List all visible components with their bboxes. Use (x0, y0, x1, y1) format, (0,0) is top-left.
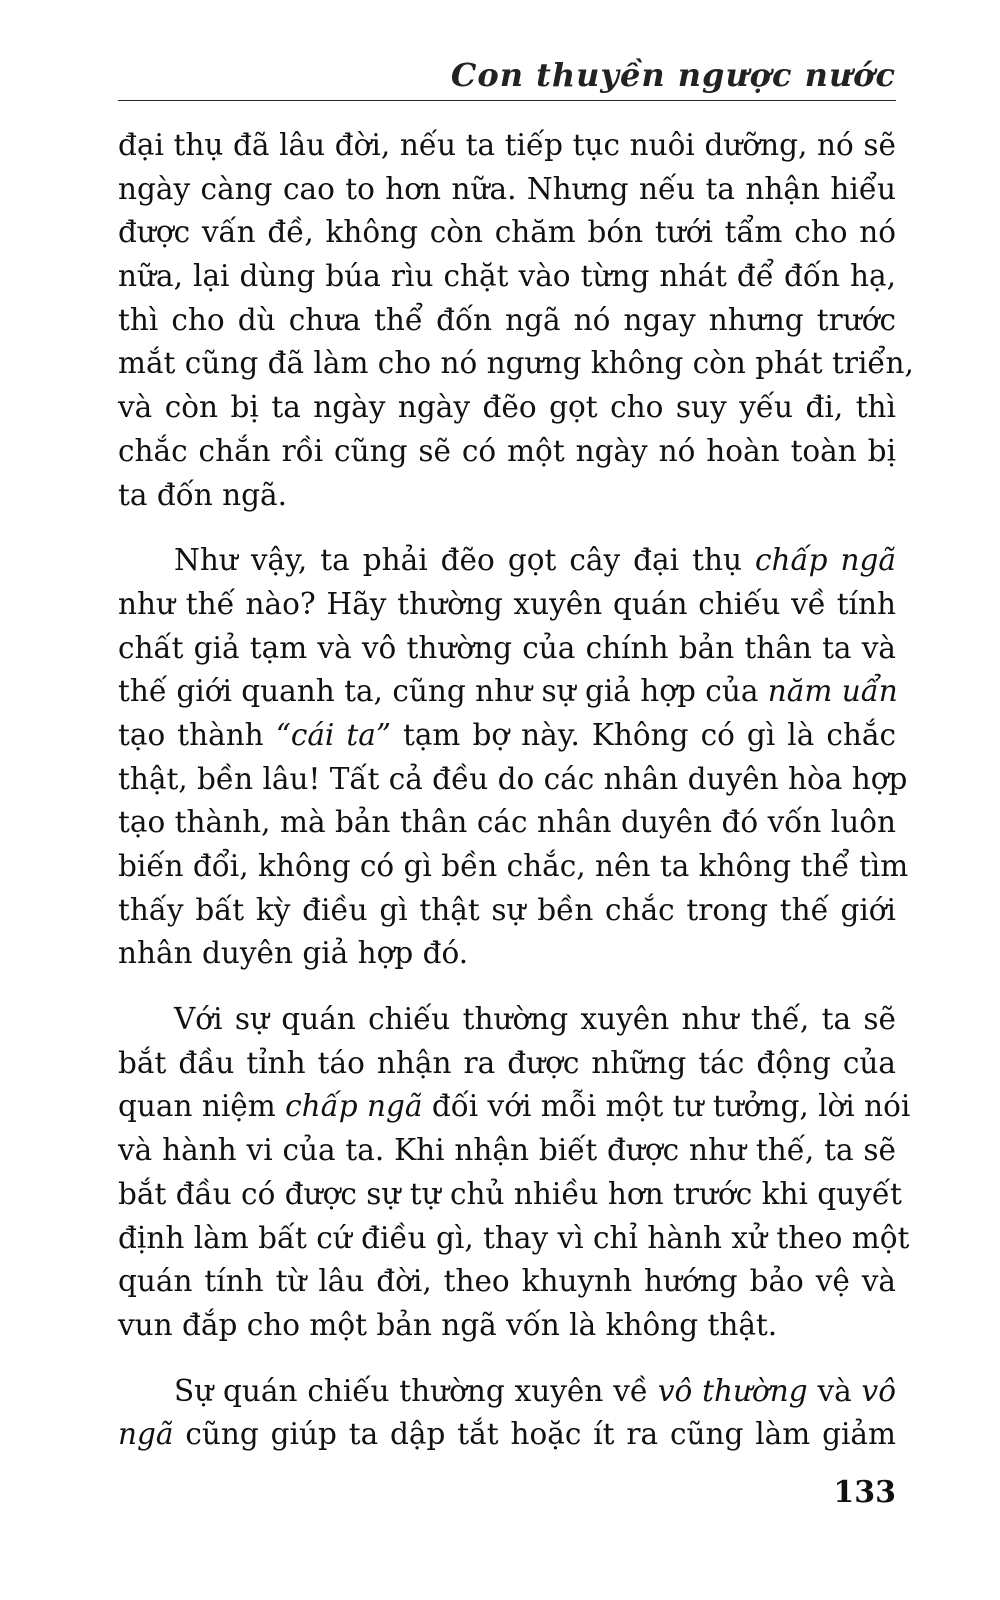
text-run: ta đốn ngã. (118, 477, 287, 512)
text-run: tạo thành, mà bản thân các nhân duyên đó vốn luôn (118, 805, 896, 840)
paragraph-gap (118, 1348, 896, 1370)
text-run: bắt đầu có được sự tự chủ nhiều hơn trước khi quyết (118, 1176, 902, 1211)
text-line (118, 474, 896, 518)
text-line (118, 845, 909, 889)
text-line (118, 1042, 896, 1086)
text-run: Như vậy, ta phải đẽo gọt cây đại thụ (174, 543, 755, 578)
body-text (118, 124, 914, 1457)
text-line (118, 583, 896, 627)
text-line (118, 168, 896, 212)
text-run: tạo thành (118, 717, 276, 752)
text-run: đại thụ đã lâu đời, nếu ta tiếp tục nuôi dưỡng, nó sẽ (118, 128, 896, 162)
italic-term: vô thường (657, 1373, 808, 1408)
italic-term: chấp ngã (755, 543, 896, 578)
italic-term: năm uẩn (767, 674, 898, 709)
italic-term: “cái ta” (275, 717, 391, 752)
text-line (118, 1217, 910, 1261)
text-run: và hành vi của ta. Khi nhận biết được như thế, ta sẽ (118, 1133, 896, 1168)
italic-term: chấp ngã (285, 1089, 423, 1124)
text-run: định làm bất cứ điều gì, thay vì chỉ hành xử theo một (118, 1220, 910, 1255)
text-run: bắt đầu tỉnh táo nhận ra được những tác động của (118, 1045, 896, 1080)
text-run: Sự quán chiếu thường xuyên về (174, 1373, 658, 1408)
text-line (118, 998, 896, 1042)
running-header (118, 54, 896, 101)
text-run: nữa, lại dùng búa rìu chặt vào từng nhát để đốn hạ, (118, 259, 896, 294)
text-run: thế giới quanh ta, cũng như sự giả hợp của (118, 674, 768, 709)
text-line (118, 430, 896, 474)
text-run: như thế nào? Hãy thường xuyên quán chiếu về tính (118, 586, 896, 621)
text-line (118, 211, 896, 255)
text-line (118, 539, 896, 583)
text-run: được vấn đề, không còn chăm bón tưới tẩm cho nó (118, 215, 896, 250)
text-line (118, 627, 896, 671)
text-run: tạm bợ này. Không có gì là chắc (390, 717, 896, 752)
running-title: Con thuyền ngược nước (450, 56, 896, 94)
text-run: thì cho dù chưa thể đốn ngã nó ngay nhưng trước (118, 302, 896, 337)
text-line (118, 1413, 896, 1457)
text-run: mắt cũng đã làm cho nó ngưng không còn phát triển, (118, 346, 914, 381)
text-run: và còn bị ta ngày ngày đẽo gọt cho suy yếu đi, thì (118, 390, 896, 425)
text-run: cũng giúp ta dập tắt hoặc ít ra cũng làm giảm (173, 1417, 896, 1452)
text-line (118, 1129, 896, 1173)
text-run: nhân duyên giả hợp đó. (118, 936, 469, 971)
text-line (118, 1085, 911, 1129)
paragraph-gap (118, 976, 896, 998)
text-run: đối với mỗi một tư tưởng, lời nói (422, 1089, 911, 1124)
text-run: chắc chắn rồi cũng sẽ có một ngày nó hoàn toàn bị (118, 433, 896, 468)
text-line (118, 801, 896, 845)
text-run: ngày càng cao to hơn nữa. Nhưng nếu ta nhận hiểu (118, 171, 896, 206)
text-line (118, 758, 908, 802)
text-line (118, 1304, 896, 1348)
text-line (118, 255, 896, 299)
text-line (118, 932, 896, 976)
text-line (118, 1260, 896, 1304)
text-line (118, 889, 896, 933)
text-run: vun đắp cho một bản ngã vốn là không thật. (118, 1307, 778, 1342)
paragraph-gap (118, 517, 896, 539)
text-run: thấy bất kỳ điều gì thật sự bền chắc trong thế giới (118, 892, 896, 927)
text-run: Với sự quán chiếu thường xuyên như thế, ta sẽ (174, 1002, 896, 1037)
page-number: 133 (833, 1475, 896, 1510)
text-line (118, 714, 896, 758)
text-line (118, 299, 896, 343)
text-run: quan niệm (118, 1089, 286, 1124)
italic-term: vô (861, 1373, 896, 1408)
text-line (118, 1173, 902, 1217)
text-run: quán tính từ lâu đời, theo khuynh hướng bảo vệ và (118, 1264, 896, 1299)
text-run: và (807, 1373, 862, 1408)
text-run: chất giả tạm và vô thường của chính bản thân ta và (118, 630, 896, 665)
text-line (118, 670, 896, 714)
text-line (118, 124, 896, 168)
text-line (118, 342, 914, 386)
text-run: biến đổi, không có gì bền chắc, nên ta không thể tìm (118, 849, 909, 883)
text-line (118, 386, 896, 430)
text-line (118, 1370, 896, 1414)
italic-term: ngã (118, 1417, 174, 1452)
text-run: thật, bền lâu! Tất cả đều do các nhân duyên hòa hợp (118, 761, 908, 796)
